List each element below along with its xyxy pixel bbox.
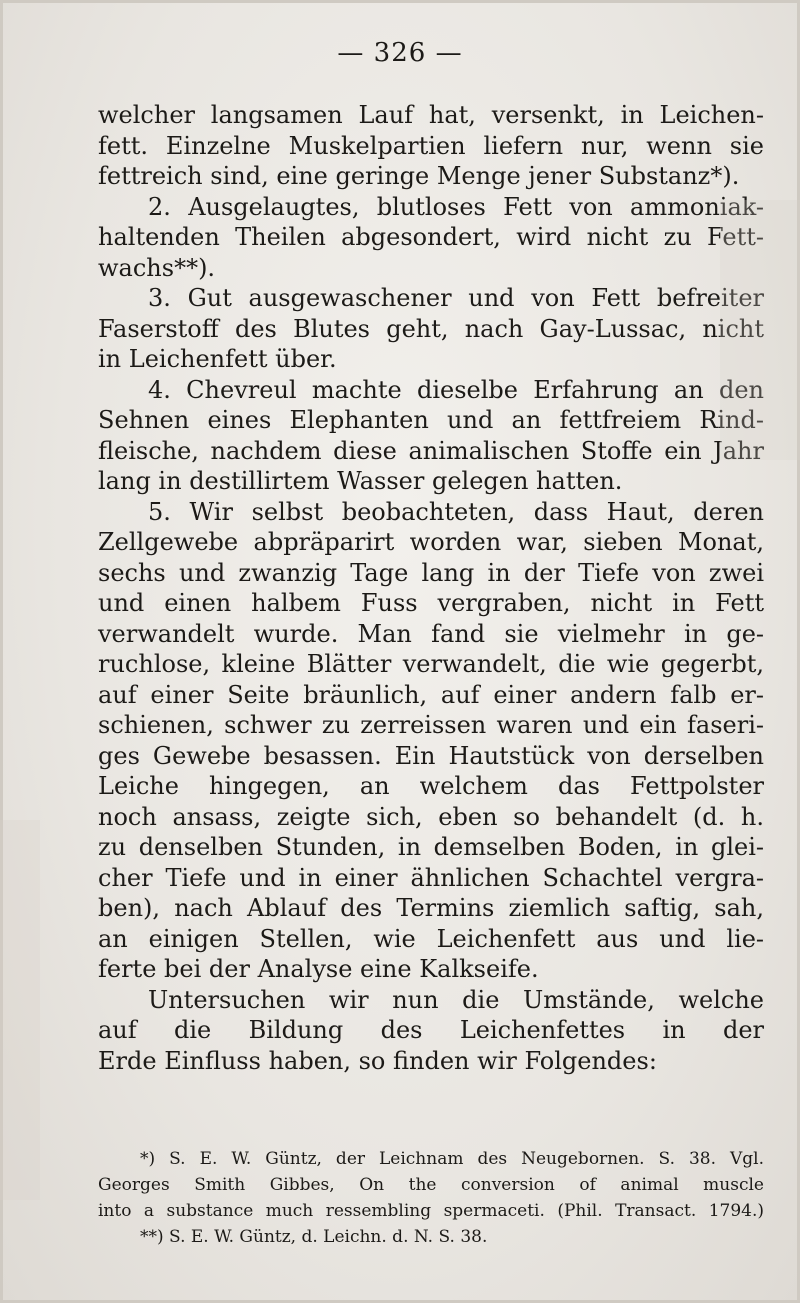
text-line: 5. Wir selbst beobachteten, dass Haut, deren <box>148 497 764 526</box>
text-line: auf einer Seite bräunlich, auf einer andern falb er- <box>98 680 764 709</box>
text-line: welcher langsamen Lauf hat, versenkt, in Leichen- <box>98 101 764 129</box>
text-line: lang in destillirtem Wasser gelegen hatten. <box>98 467 623 495</box>
text-line: haltenden Theilen abgesondert, wird nicht zu Fett- <box>98 223 764 251</box>
text-line: fettreich sind, eine geringe Menge jener Substanz*). <box>98 162 740 190</box>
text-line: zu denselben Stunden, in demselben Boden, in glei- <box>98 833 764 861</box>
footnote-line: into a substance much ressembling spermaceti. (Phil. Transact. 1794.) <box>98 1201 764 1221</box>
text-line: 3. Gut ausgewaschener und von Fett befreiter <box>148 284 764 312</box>
text-line: fett. Einzelne Muskelpartien liefern nur, wenn sie <box>98 131 764 160</box>
text-line: Sehnen eines Elephanten und an fettfreiem Rind- <box>98 406 764 434</box>
footnote-line: **) S. E. W. Güntz, d. Leichn. d. N. S. 38. <box>140 1227 488 1247</box>
text-line: ben), nach Ablauf des Termins ziemlich saftig, sah, <box>98 894 764 922</box>
text-line: 4. Chevreul machte dieselbe Erfahrung an den <box>148 375 764 404</box>
text-line: schienen, schwer zu zerreissen waren und ein faseri- <box>98 711 764 739</box>
main-text <box>98 100 764 1076</box>
text-line: verwandelt wurde. Man fand sie vielmehr in ge- <box>98 619 764 648</box>
text-line: in Leichenfett über. <box>98 345 337 373</box>
text-line: ges Gewebe besassen. Ein Hautstück von derselben <box>98 741 764 770</box>
text-line: ruchlose, kleine Blätter verwandelt, die wie gegerbt, <box>98 650 764 678</box>
text-line: ferte bei der Analyse eine Kalkseife. <box>98 955 539 983</box>
text-line: sechs und zwanzig Tage lang in der Tiefe von zwei <box>98 558 764 587</box>
text-line: 2. Ausgelaugtes, blutloses Fett von ammoniak- <box>148 192 764 221</box>
text-line: an einigen Stellen, wie Leichenfett aus und lie- <box>98 924 764 953</box>
text-line: und einen halbem Fuss vergraben, nicht in Fett <box>98 589 764 617</box>
text-line: Faserstoff des Blutes geht, nach Gay-Lussac, nicht <box>98 314 764 343</box>
text-line: Erde Einfluss haben, so finden wir Folgendes: <box>98 1046 657 1075</box>
footnote-line: *) S. E. W. Güntz, der Leichnam des Neugebornen. S. 38. Vgl. <box>140 1149 764 1169</box>
footnote-line: Georges Smith Gibbes, On the conversion of animal muscle <box>98 1175 764 1195</box>
text-line: auf die Bildung des Leichenfettes in der <box>98 1016 764 1044</box>
page-number: — 326 — <box>337 38 463 68</box>
text-line: cher Tiefe und in einer ähnlichen Schachtel vergra- <box>98 863 764 892</box>
text-line: noch ansass, zeigte sich, eben so behandelt (d. h. <box>98 802 764 831</box>
text-line: fleische, nachdem diese animalischen Stoffe ein Jahr <box>98 436 764 465</box>
text-line: wachs**). <box>98 253 216 282</box>
text-line: Leiche hingegen, an welchem das Fettpolster <box>98 772 764 800</box>
text-line: Zellgewebe abpräparirt worden war, sieben Monat, <box>98 528 764 556</box>
footnotes <box>98 1146 764 1250</box>
text-line: Untersuchen wir nun die Umstände, welche <box>148 985 764 1014</box>
